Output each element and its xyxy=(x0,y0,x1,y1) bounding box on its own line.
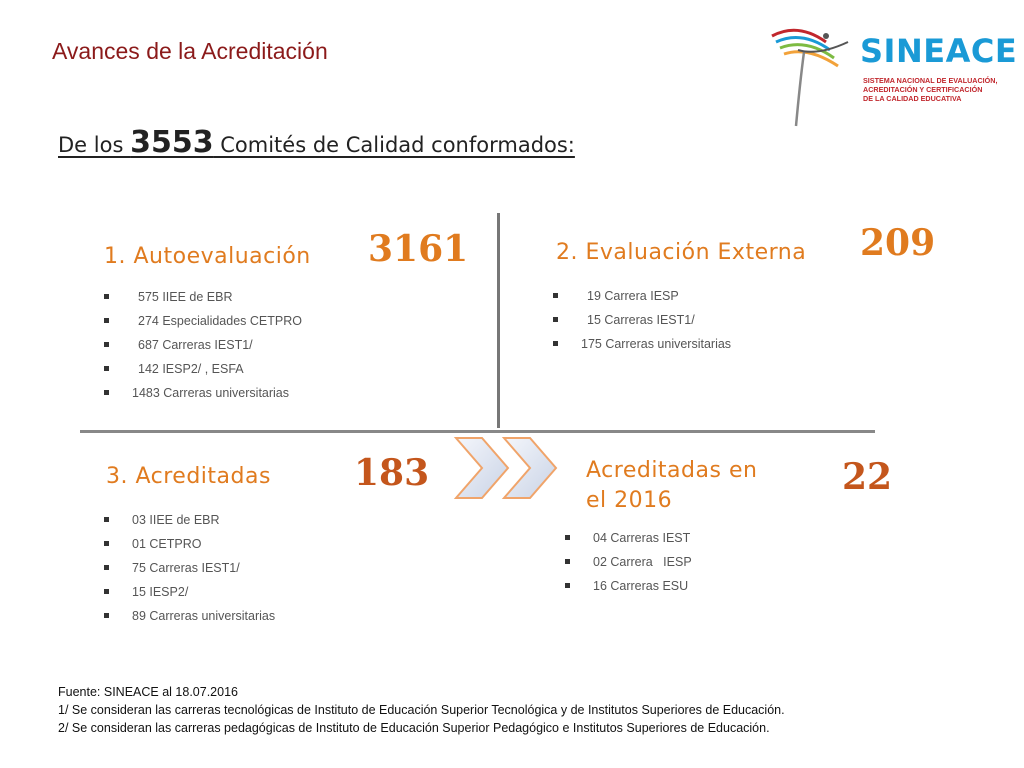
footer-note-2: 2/ Se consideran las carreras pedagógicas de Instituto de Educación Superior Pedagógico e Institutos Superiores de Educación. xyxy=(58,721,770,735)
section-autoevaluacion-title: 1. Autoevaluación xyxy=(104,244,311,269)
headline-count: 3553 xyxy=(130,125,214,160)
list-item: 03 IIEE de EBR xyxy=(104,512,275,536)
section-acreditadas-2016-total: 22 xyxy=(842,456,893,498)
chevron-arrows-icon xyxy=(452,436,564,500)
list-item: 75 Carreras IEST1/ xyxy=(104,560,275,584)
list-item: 15 IESP2/ xyxy=(104,584,275,608)
section-acreditadas-2016-list xyxy=(565,530,692,602)
horizontal-divider xyxy=(80,430,875,433)
footer-source: Fuente: SINEACE al 18.07.2016 xyxy=(58,685,238,699)
list-item: 19 Carrera IESP xyxy=(553,288,731,312)
list-item: 16 Carreras ESU xyxy=(565,578,692,602)
section-acreditadas-title: 3. Acreditadas xyxy=(106,464,271,489)
section-evaluacion-externa-list xyxy=(553,288,731,360)
footer-notes xyxy=(58,683,785,737)
list-item: 04 Carreras IEST xyxy=(565,530,692,554)
vertical-divider xyxy=(497,213,500,428)
list-item: 575 IIEE de EBR xyxy=(104,289,302,313)
sineace-logo-icon xyxy=(768,22,860,132)
footer-note-1: 1/ Se consideran las carreras tecnológicas de Instituto de Educación Superior Tecnológica y de Institutos Superiores de Educación. xyxy=(58,703,785,717)
list-item: 274 Especialidades CETPRO xyxy=(104,313,302,337)
list-item: 15 Carreras IEST1/ xyxy=(553,312,731,336)
list-item: 175 Carreras universitarias xyxy=(553,336,731,360)
section-evaluacion-externa-total: 209 xyxy=(860,222,936,264)
section-acreditadas-total: 183 xyxy=(354,452,430,494)
list-item: 89 Carreras universitarias xyxy=(104,608,275,632)
list-item: 687 Carreras IEST1/ xyxy=(104,337,302,361)
slide-title: Avances de la Acreditación xyxy=(52,38,328,64)
section-acreditadas-list xyxy=(104,512,275,632)
list-item: 142 IESP2/ , ESFA xyxy=(104,361,302,385)
list-item: 01 CETPRO xyxy=(104,536,275,560)
logo-brand: SINEACE xyxy=(860,32,1018,70)
section-acreditadas-2016-title: Acreditadas en el 2016 xyxy=(586,458,758,513)
section-evaluacion-externa-title: 2. Evaluación Externa xyxy=(556,240,807,265)
list-item: 1483 Carreras universitarias xyxy=(104,385,302,409)
headline: De los 3553 Comités de Calidad conformados: xyxy=(58,125,575,160)
list-item: 02 Carrera IESP xyxy=(565,554,692,578)
sineace-logo xyxy=(768,22,1018,132)
logo-subtitle: SISTEMA NACIONAL DE EVALUACIÓN, ACREDITACIÓN Y CERTIFICACIÓN DE LA CALIDAD EDUCATIVA xyxy=(863,76,998,103)
section-autoevaluacion-total: 3161 xyxy=(368,228,469,270)
section-autoevaluacion-list xyxy=(104,289,302,409)
